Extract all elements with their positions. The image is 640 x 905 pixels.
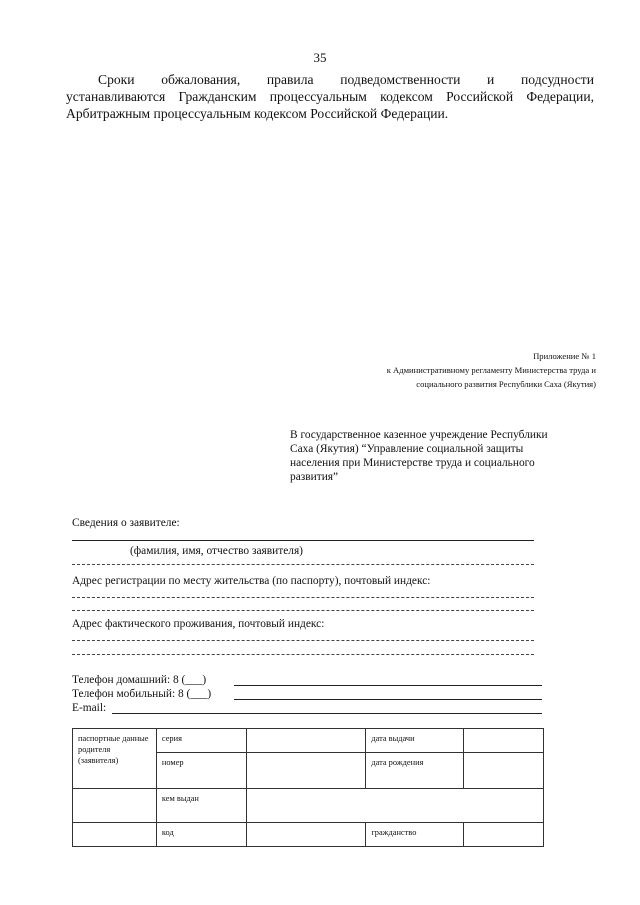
paragraph-line-1: Сроки обжалования, правила подведомственности и подсудности xyxy=(98,72,594,87)
fio-field-line[interactable] xyxy=(72,540,534,541)
actual-address-label: Адрес фактического проживания, почтовый индекс: xyxy=(72,618,325,630)
citizenship-label: гражданство xyxy=(366,823,464,847)
fio-hint: (фамилия, имя, отчество заявителя) xyxy=(130,545,303,557)
series-field[interactable] xyxy=(246,729,366,753)
issued-by-field[interactable] xyxy=(246,789,543,823)
appendix-header xyxy=(276,349,596,391)
phone-mobile-field[interactable] xyxy=(234,699,542,700)
actual-address-line-2[interactable] xyxy=(72,654,534,655)
actual-address-line-1[interactable] xyxy=(72,640,534,641)
phone-home-field[interactable] xyxy=(234,685,542,686)
empty-cell-1 xyxy=(73,789,157,823)
birth-date-label: дата рождения xyxy=(366,753,464,789)
addressee-line-4: развития” xyxy=(290,471,339,483)
number-field[interactable] xyxy=(246,753,366,789)
number-label: номер xyxy=(156,753,246,789)
email-label: E-mail: xyxy=(72,702,107,714)
passport-table xyxy=(72,728,544,847)
code-field[interactable] xyxy=(246,823,366,847)
passport-row-header: паспортные данные родителя (заявителя) xyxy=(73,729,157,789)
registration-address-line-1[interactable] xyxy=(72,597,534,598)
phone-mobile-label: Телефон мобильный: 8 (___) xyxy=(72,688,212,700)
registration-address-label: Адрес регистрации по месту жительства (по паспорту), почтовый индекс: xyxy=(72,575,431,587)
series-label: серия xyxy=(156,729,246,753)
page-number: 35 xyxy=(313,50,327,65)
phone-home-label: Телефон домашний: 8 (___) xyxy=(72,674,207,686)
fio-underline xyxy=(72,564,534,565)
appendix-reference: к Административному регламенту Министерства труда и xyxy=(386,365,596,375)
appeal-paragraph xyxy=(66,71,594,122)
issue-date-field[interactable] xyxy=(464,729,544,753)
empty-cell-2 xyxy=(73,823,157,847)
code-label: код xyxy=(156,823,246,847)
appendix-number: Приложение № 1 xyxy=(533,351,596,361)
registration-address-line-2[interactable] xyxy=(72,610,534,611)
email-field[interactable] xyxy=(112,713,542,714)
addressee-line-3: населения при Министерстве труда и социального xyxy=(290,457,535,469)
addressee-line-1: В государственное казенное учреждение Республики xyxy=(290,429,548,441)
addressee-block xyxy=(290,428,590,484)
paragraph-rest: устанавливаются Гражданским процессуальным кодексом Российской Федерации, Арбитражным процессуальным кодексом Российской Федерации. xyxy=(66,89,594,121)
citizenship-field[interactable] xyxy=(464,823,544,847)
issue-date-label: дата выдачи xyxy=(366,729,464,753)
addressee-line-2: Саха (Якутия) “Управление социальной защиты xyxy=(290,443,524,455)
issued-by-label: кем выдан xyxy=(156,789,246,823)
appendix-ministry: социального развития Республики Саха (Якутия) xyxy=(416,379,596,389)
applicant-heading: Сведения о заявителе: xyxy=(72,517,180,529)
birth-date-field[interactable] xyxy=(464,753,544,789)
